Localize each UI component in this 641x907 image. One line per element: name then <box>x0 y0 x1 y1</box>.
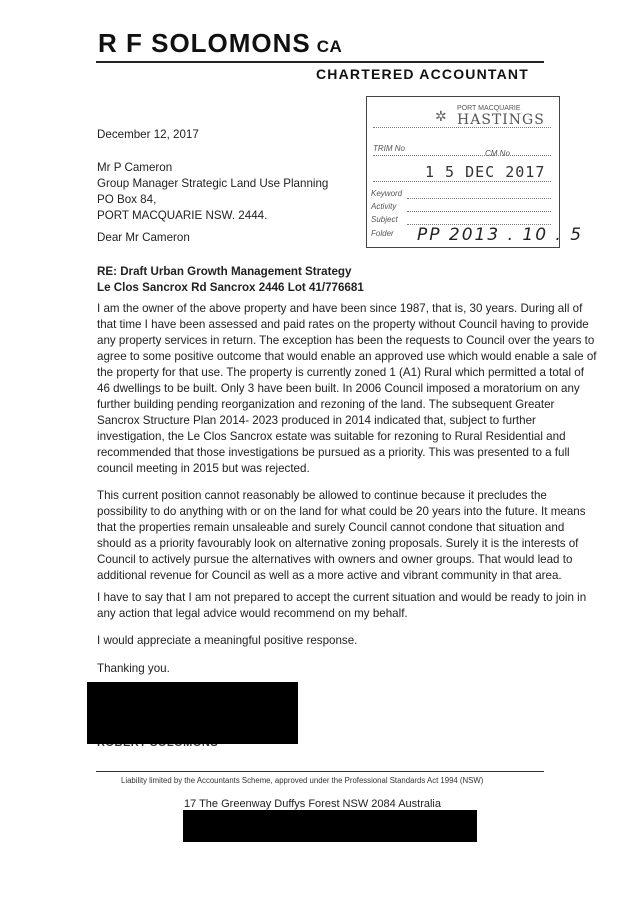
council-logo-icon: ✲ <box>435 108 447 124</box>
firm-suffix: CA <box>316 37 343 56</box>
stamp-subject-label: Subject <box>371 215 398 224</box>
recipient-line: PO Box 84, <box>97 193 157 206</box>
paragraph-line: I am the owner of the above property and have been since 1987, that is, 30 years. During all of <box>97 302 583 315</box>
paragraph-line: that time I have been assessed and paid rates on the property without Council having to provide <box>97 318 589 331</box>
redaction-signature <box>87 682 298 744</box>
stamp-cm-label: CM No <box>485 149 510 158</box>
salutation: Dear Mr Cameron <box>97 231 190 244</box>
firm-address: 17 The Greenway Duffys Forest NSW 2084 Australia <box>184 798 441 810</box>
paragraph-line: 46 dwellings to be built. Only 3 have been built. In 2006 Council imposed a moratorium on any <box>97 382 580 395</box>
subject-heading <box>97 264 552 296</box>
firm-name-text: R F SOLOMONS <box>98 28 311 58</box>
letter-date: December 12, 2017 <box>97 128 199 141</box>
paragraph-line: any property services in return. The exception has been the requests to Council over the years to <box>97 334 595 347</box>
paragraph-line: recommended that those investigations be pursued as a priority. This was presented to a full <box>97 446 570 459</box>
body-paragraph <box>97 590 587 622</box>
paragraph-line: council meeting in 2015 but was rejected. <box>97 462 310 475</box>
paragraph-line: further building pending reorganization and rezoning of the land. The subsequent Greater <box>97 398 555 411</box>
paragraph-line: investigation, the Le Clos Sancrox estate was suitable for rezoning to Rural Residential and <box>97 430 566 443</box>
stamp-keyword-label: Keyword <box>371 189 403 198</box>
stamp-received-date: 1 5 DEC 2017 <box>425 163 546 181</box>
stamp-rule <box>373 155 551 156</box>
footer-rule <box>96 771 544 772</box>
paragraph-line: any action that legal advice would recommend on my behalf. <box>97 607 408 620</box>
paragraph-line: Council to actively pursue the alternatives with owners and owner groups. That would lead to <box>97 553 573 566</box>
closing: Thanking you. <box>97 662 170 675</box>
stamp-activity-label: Activity <box>371 202 397 211</box>
body-paragraph <box>97 488 586 584</box>
stamp-folder-label: Folder <box>371 229 394 238</box>
paragraph-line: I would appreciate a meaningful positive response. <box>97 634 358 647</box>
paragraph-line: This current position cannot reasonably be allowed to continue because it precludes the <box>97 489 547 502</box>
paragraph-line: possibility to do anything with or on the land for what could be 20 years into the future. It means <box>97 505 586 518</box>
council-logo-line2: HASTINGS <box>457 112 545 128</box>
recipient-line: Group Manager Strategic Land Use Planning <box>97 177 329 190</box>
firm-name <box>98 28 342 59</box>
paragraph-line: the property for that use. The property is currently zoned 1 (A1) Rural which permitted a total of <box>97 366 584 379</box>
paragraph-line: that the properties remain unsaleable and surely Council cannot condone that situation and <box>97 521 565 534</box>
paragraph-line: I have to say that I am not prepared to accept the current situation and would be ready to join in <box>97 591 587 604</box>
redaction-contact <box>183 810 477 842</box>
paragraph-line: Sancrox Structure Plan 2014- 2023 produced in 2014 indicated that, subject to further <box>97 414 536 427</box>
recipient-line: PORT MACQUARIE NSW. 2444. <box>97 209 268 222</box>
recipient-address <box>97 160 552 224</box>
stamp-folder-value: PP 2013 . 10 . 5 <box>417 225 584 245</box>
firm-designation: CHARTERED ACCOUNTANT <box>316 66 529 82</box>
paragraph-line: should as a priority favourably look on alternative zoning proposals. Surely it is the interests of <box>97 537 579 550</box>
council-logo <box>427 105 547 129</box>
letterhead-rule <box>96 61 544 63</box>
paragraph-line: additional revenue for Council as well as a more active and vibrant community in that area. <box>97 569 562 582</box>
subject-line: RE: Draft Urban Growth Management Strategy <box>97 265 352 278</box>
subject-line: Le Clos Sancrox Rd Sancrox 2446 Lot 41/776681 <box>97 281 364 294</box>
liability-notice: Liability limited by the Accountants Scheme, approved under the Professional Standards Act 1994 (NSW) <box>121 776 484 785</box>
recipient-line: Mr P Cameron <box>97 161 173 174</box>
stamp-trim-label: TRIM No <box>373 144 405 153</box>
body-paragraph <box>97 633 552 649</box>
council-logo-line1: PORT MACQUARIE <box>457 105 521 112</box>
paragraph-line: agree to some positive outcome that would enable an approved use which would enable a sale of <box>97 350 597 363</box>
body-paragraph <box>97 301 597 477</box>
